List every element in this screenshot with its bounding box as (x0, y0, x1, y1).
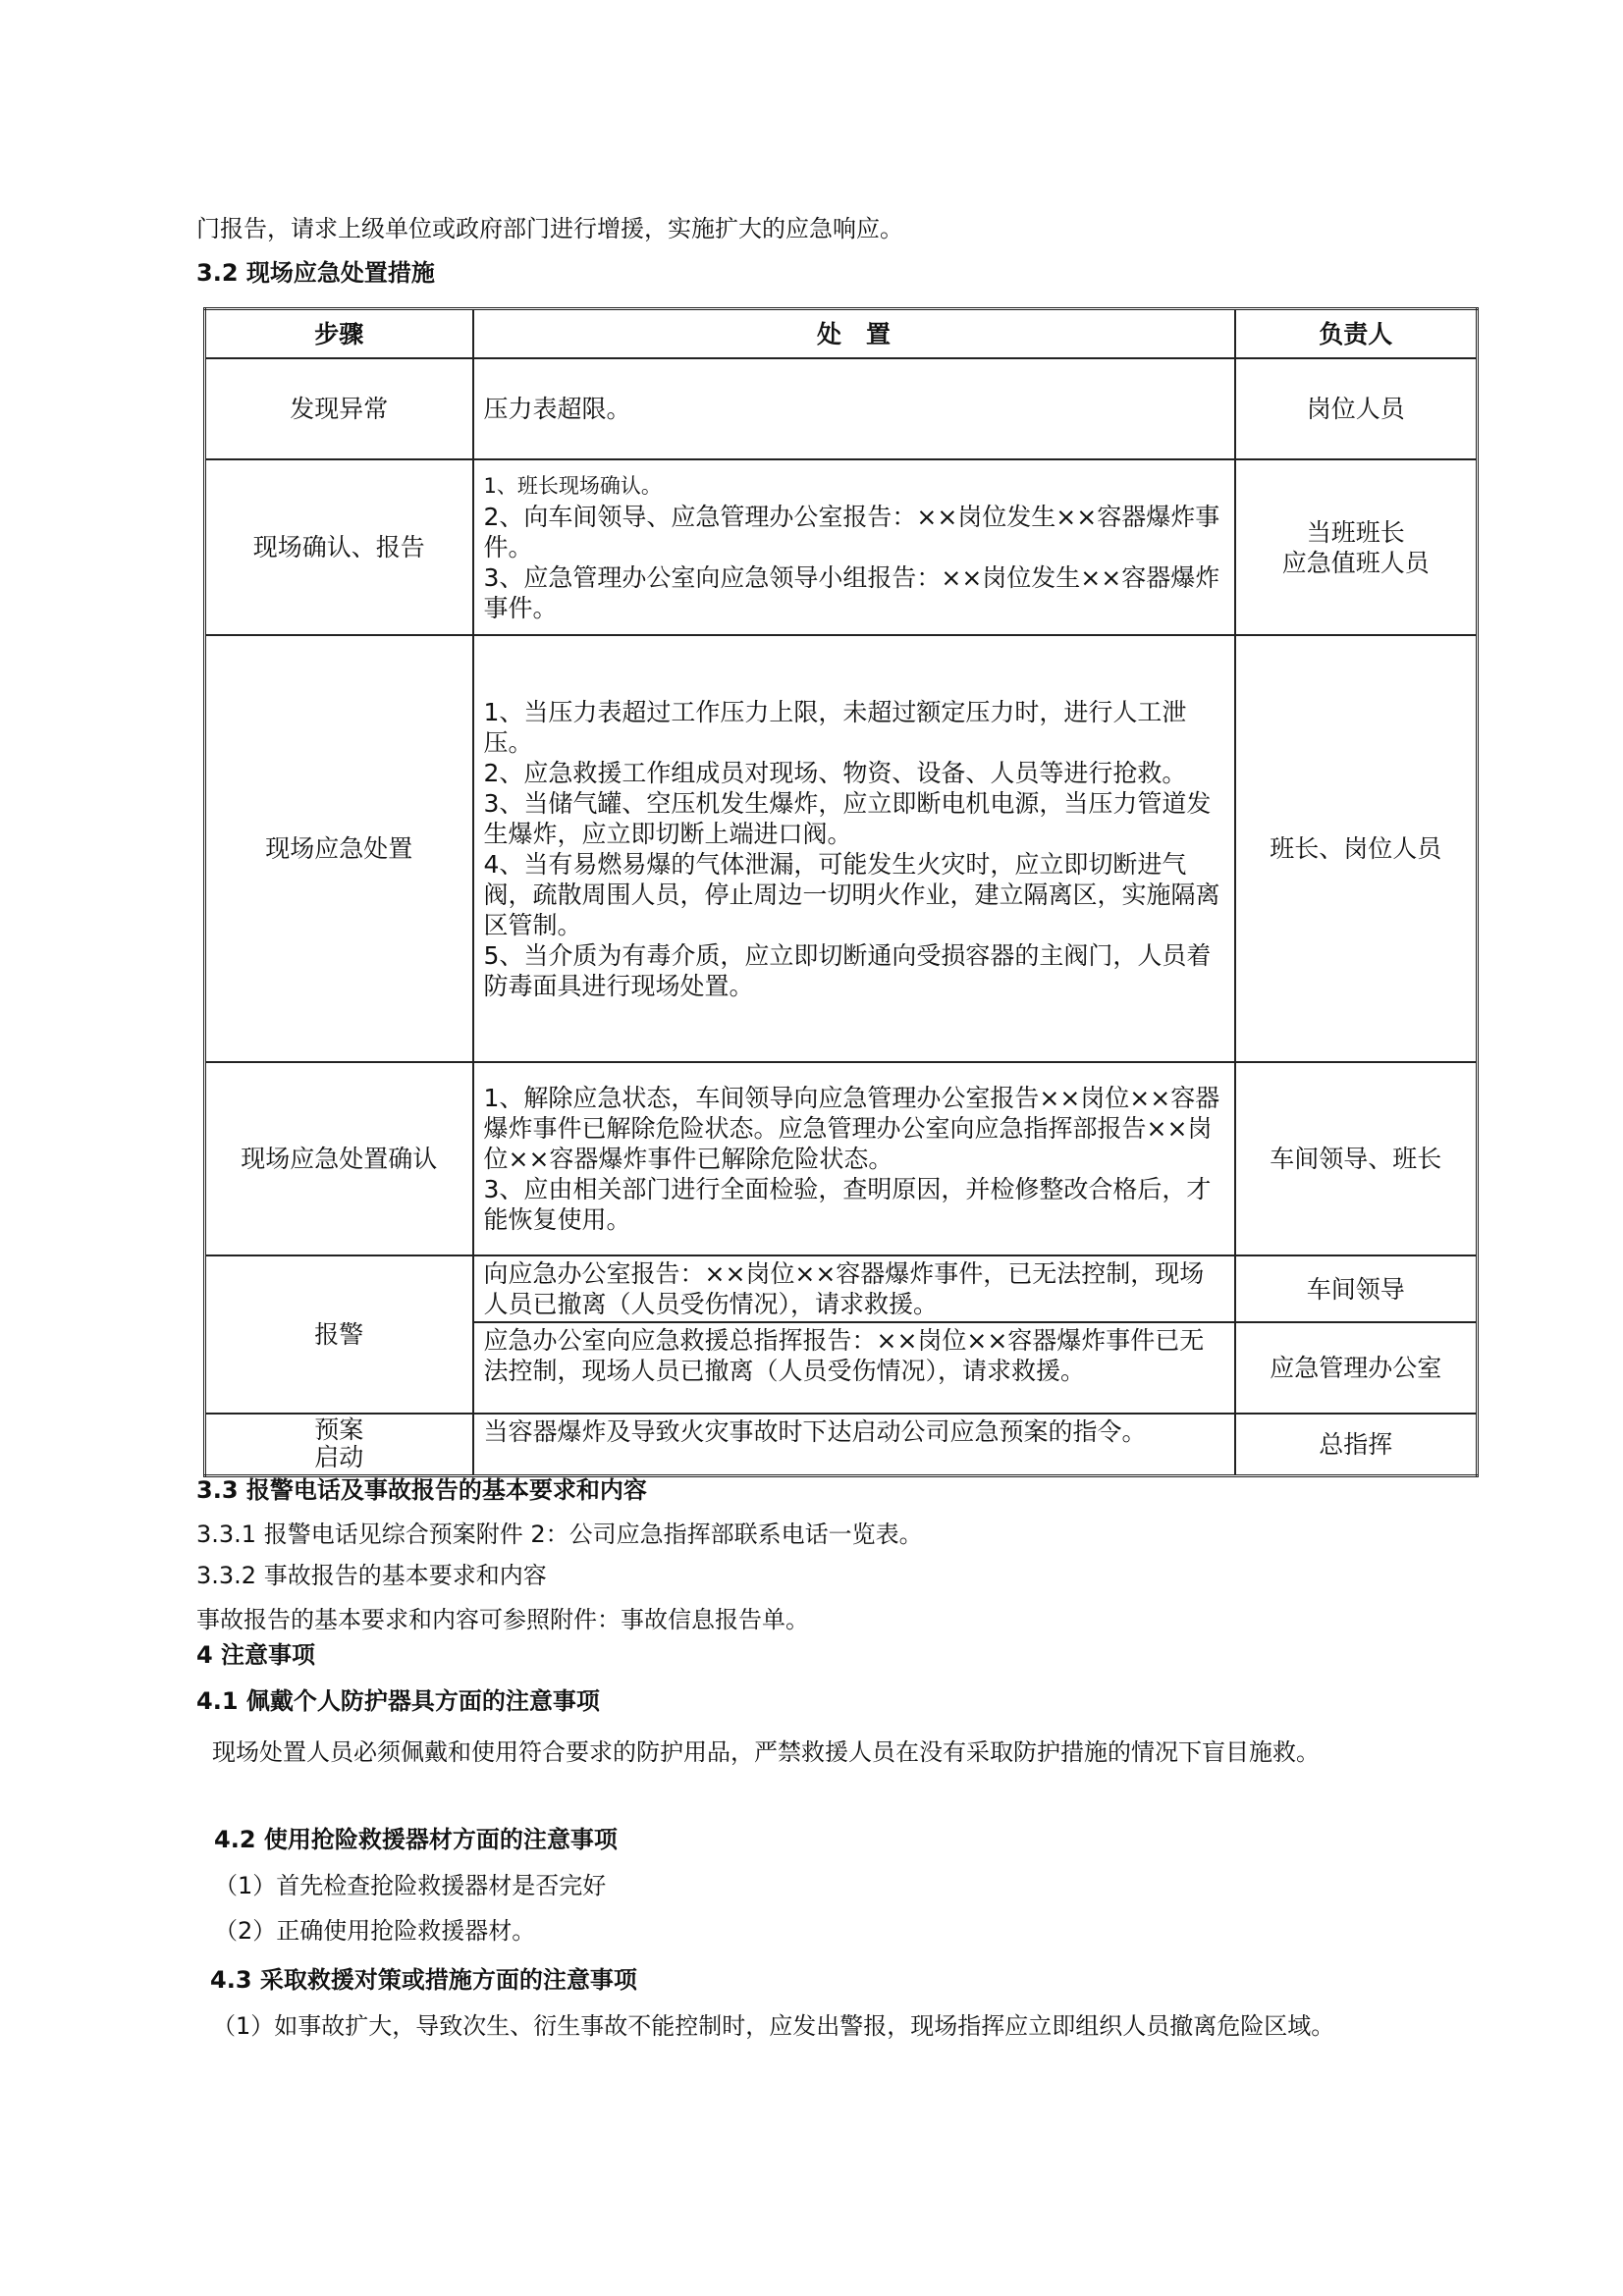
section-heading-4-3: 4.3 采取救援对策或措施方面的注意事项 (210, 1966, 637, 1994)
text-3-3-1: 3.3.1 报警电话见综合预案附件 2：公司应急指挥部联系电话一览表。 (196, 1521, 923, 1548)
action-item: 2、应急救援工作组成员对现场、物资、设备、人员等进行抢救。 (483, 758, 1187, 787)
action-item: 当容器爆炸及导致火灾事故时下达启动公司应急预案的指令。 (483, 1417, 1147, 1446)
action-item: 向应急办公室报告：××岗位××容器爆炸事件，已无法控制，现场人员已撤离（人员受伤情况），请求救援。 (483, 1259, 1205, 1318)
header-action: 处 置 (473, 309, 1235, 359)
section-heading-4: 4 注意事项 (196, 1641, 316, 1669)
step-cell: 现场应急处置确认 (205, 1062, 473, 1255)
owner-cell: 应急管理办公室 (1235, 1322, 1478, 1414)
table-row (205, 1255, 1478, 1322)
step-cell: 现场应急处置 (205, 635, 473, 1062)
step-cell: 现场确认、报告 (205, 459, 473, 635)
text-3-3-2: 3.3.2 事故报告的基本要求和内容 (196, 1562, 547, 1589)
action-cell (473, 1414, 1235, 1475)
action-cell (473, 1062, 1235, 1255)
owner-cell: 车间领导 (1235, 1255, 1478, 1322)
section-heading-3-2: 3.2 现场应急处置措施 (196, 259, 435, 287)
action-item: 1、解除应急状态，车间领导向应急管理办公室报告××岗位××容器爆炸事件已解除危险状态。应急管理办公室向应急指挥部报告××岗位××容器爆炸事件已解除危险状态。 (483, 1084, 1220, 1173)
action-item: 应急办公室向应急救援总指挥报告：××岗位××容器爆炸事件已无法控制，现场人员已撤离（人员受伤情况），请求救援。 (483, 1326, 1205, 1385)
action-cell (473, 459, 1235, 635)
section-heading-4-1: 4.1 佩戴个人防护器具方面的注意事项 (196, 1687, 600, 1715)
action-cell (473, 635, 1235, 1062)
text-4-2-item: （1）首先检查抢险救援器材是否完好 (214, 1872, 607, 1899)
table-header-row (205, 309, 1478, 359)
section-heading-3-3: 3.3 报警电话及事故报告的基本要求和内容 (196, 1476, 647, 1504)
action-item: 2、向车间领导、应急管理办公室报告：××岗位发生××容器爆炸事件。 (483, 503, 1220, 561)
text-4-3: （1）如事故扩大，导致次生、衍生事故不能控制时，应发出警报，现场指挥应立即组织人员撤离危险区域。 (212, 2012, 1335, 2040)
action-cell (473, 1255, 1235, 1322)
action-item: 3、当储气罐、空压机发生爆炸，应立即断电机电源，当压力管道发生爆炸，应立即切断上端进口阀。 (483, 788, 1212, 848)
text-3-3-2-body: 事故报告的基本要求和内容可参照附件：事故信息报告单。 (196, 1606, 809, 1633)
owner-cell: 班长、岗位人员 (1235, 635, 1478, 1062)
step-cell: 预案 启动 (205, 1414, 473, 1475)
table-row (205, 635, 1478, 1062)
table-row (205, 1062, 1478, 1255)
owner-cell: 车间领导、班长 (1235, 1062, 1478, 1255)
header-step: 步骤 (205, 309, 473, 359)
action-item: 3、应由相关部门进行全面检验，查明原因，并检修整改合格后，才能恢复使用。 (483, 1175, 1212, 1234)
section-heading-4-2: 4.2 使用抢险救援器材方面的注意事项 (214, 1826, 618, 1853)
text-4-2-item: （2）正确使用抢险救援器材。 (214, 1917, 536, 1945)
action-item: 1、当压力表超过工作压力上限，未超过额定压力时，进行人工泄压。 (483, 697, 1187, 757)
table-row (205, 459, 1478, 635)
step-cell: 报警 (205, 1255, 473, 1414)
action-cell (473, 1322, 1235, 1414)
action-item: 压力表超限。 (483, 395, 631, 423)
owner-cell: 岗位人员 (1235, 358, 1478, 459)
action-item: 5、当介质为有毒介质，应立即切断通向受损容器的主阀门，人员着防毒面具进行现场处置。 (483, 940, 1212, 1000)
action-item: 1、班长现场确认。 (483, 474, 662, 498)
step-cell: 发现异常 (205, 358, 473, 459)
table-row (205, 1414, 1478, 1475)
owner-cell: 总指挥 (1235, 1414, 1478, 1475)
action-cell (473, 358, 1235, 459)
emergency-measures-table (203, 307, 1479, 1477)
text-4-1: 现场处置人员必须佩戴和使用符合要求的防护用品，严禁救援人员在没有采取防护措施的情况下盲目施救。 (212, 1738, 1320, 1766)
action-item: 3、应急管理办公室向应急领导小组报告：××岗位发生××容器爆炸事件。 (483, 563, 1220, 622)
owner-cell: 当班班长 应急值班人员 (1235, 459, 1478, 635)
header-owner: 负责人 (1235, 309, 1478, 359)
intro-line: 门报告，请求上级单位或政府部门进行增援，实施扩大的应急响应。 (196, 215, 903, 242)
table-row (205, 358, 1478, 459)
action-item: 4、当有易燃易爆的气体泄漏，可能发生火灾时，应立即切断进气阀，疏散周围人员，停止周边一切明火作业，建立隔离区，实施隔离区管制。 (483, 849, 1220, 939)
